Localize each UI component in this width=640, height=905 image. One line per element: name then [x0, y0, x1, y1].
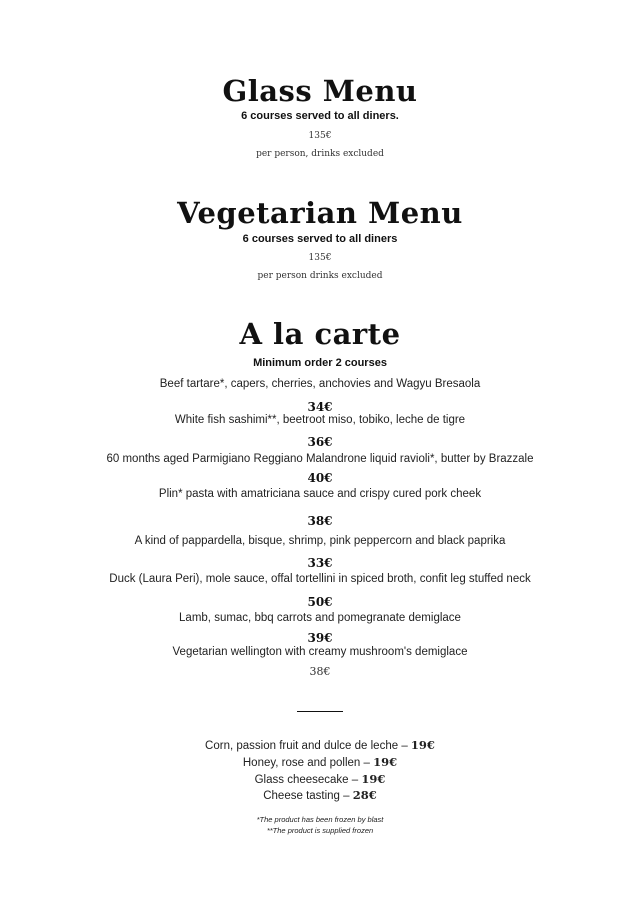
a-la-carte-subtitle: Minimum order 2 courses: [253, 357, 387, 369]
footnote-frozen-blast: *The product has been frozen by blast: [256, 815, 384, 824]
glass-menu-title: Glass Menu: [222, 74, 418, 108]
carte-item-name: Duck (Laura Peri), mole sauce, offal tortellini in spiced broth, confit leg stuffed neck: [109, 573, 531, 585]
footnote-supplied-frozen: **The product is supplied frozen: [266, 826, 374, 835]
carte-item-name: White fish sashimi**, beetroot miso, tobiko, leche de tigre: [174, 414, 466, 426]
dessert-item: Corn, passion fruit and dulce de leche – 19€: [205, 738, 435, 752]
carte-item-name: Plin* pasta with amatriciana sauce and crispy cured pork cheek: [158, 488, 482, 500]
vegetarian-menu-price: 135€: [308, 253, 332, 263]
carte-item-price: 38€: [307, 514, 333, 528]
vegetarian-menu-subtitle: 6 courses served to all diners: [242, 233, 398, 245]
carte-item-price: 33€: [307, 556, 333, 570]
glass-menu-subtitle: 6 courses served to all diners.: [241, 110, 399, 122]
dessert-item: Honey, rose and pollen – 19€: [242, 755, 398, 769]
carte-item-price: 38€: [309, 665, 331, 678]
a-la-carte-title: A la carte: [239, 317, 401, 351]
glass-menu-note: per person, drinks excluded: [256, 149, 384, 159]
carte-item-name: Vegetarian wellington with creamy mushroom's demiglace: [172, 646, 468, 658]
carte-item-price: 34€: [307, 400, 333, 414]
carte-item-name: Beef tartare*, capers, cherries, anchovies and Wagyu Bresaola: [159, 378, 481, 390]
vegetarian-menu-note: per person drinks excluded: [257, 271, 383, 281]
section-divider: [297, 711, 343, 712]
carte-item-price: 39€: [307, 631, 333, 645]
carte-item-price: 50€: [307, 595, 333, 609]
carte-item-name: A kind of pappardella, bisque, shrimp, pink peppercorn and black paprika: [134, 535, 506, 547]
glass-menu-price: 135€: [308, 131, 332, 141]
carte-item-price: 40€: [307, 471, 333, 485]
carte-item-price: 36€: [307, 435, 333, 449]
dessert-item: Glass cheesecake – 19€: [254, 772, 386, 786]
carte-item-name: 60 months aged Parmigiano Reggiano Malandrone liquid ravioli*, butter by Brazzale: [106, 453, 534, 465]
carte-item-name: Lamb, sumac, bbq carrots and pomegranate demiglace: [179, 612, 461, 624]
dessert-item: Cheese tasting – 28€: [263, 788, 377, 802]
vegetarian-menu-title: Vegetarian Menu: [177, 196, 463, 230]
